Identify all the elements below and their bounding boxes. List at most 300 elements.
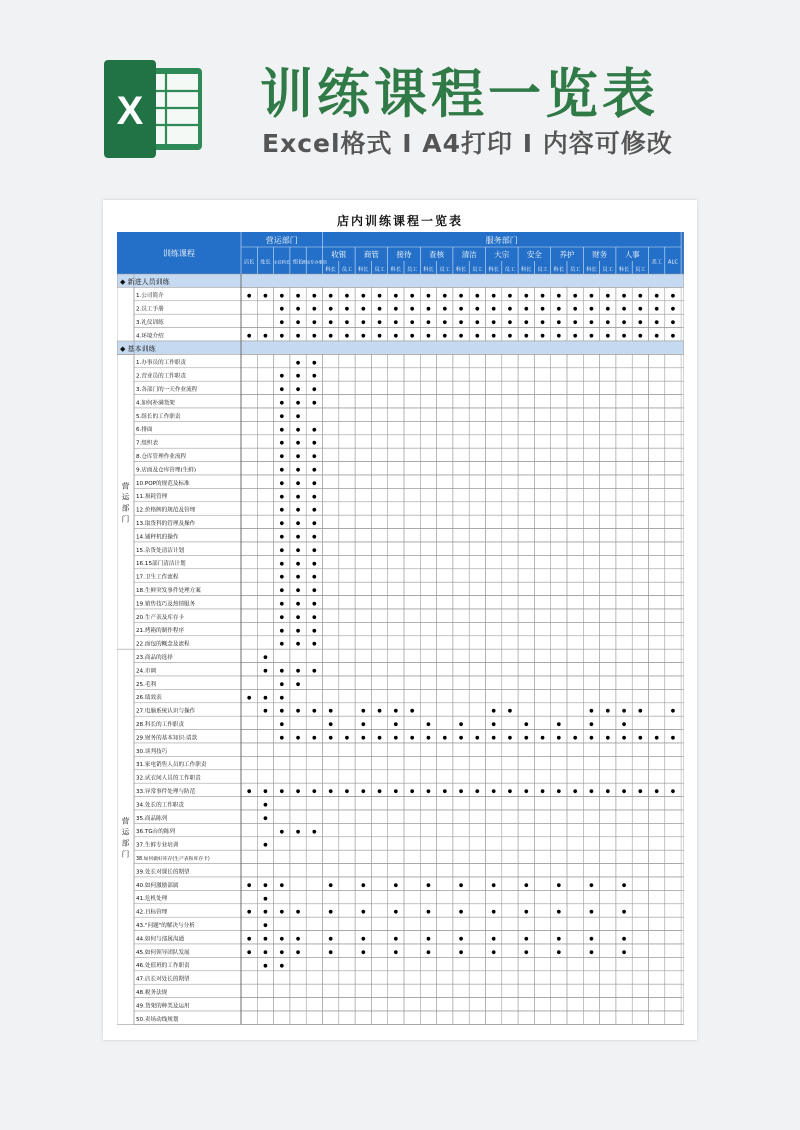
header-column-label: 科长	[423, 267, 434, 273]
course-name: 22.面包的概念及流程	[136, 641, 190, 648]
course-mark: ●	[328, 319, 333, 326]
course-mark: ●	[426, 333, 431, 339]
course-mark: ●	[491, 936, 496, 942]
table-row	[134, 488, 684, 501]
course-mark: ●	[572, 788, 578, 795]
course-mark: ●	[556, 721, 562, 728]
course-mark: ●	[361, 788, 366, 795]
course-mark: ●	[295, 413, 301, 420]
course-mark: ●	[361, 882, 366, 889]
table-row	[134, 354, 684, 367]
course-mark: ●	[524, 735, 529, 741]
course-name: 37.生鲜专业培训	[136, 842, 179, 849]
header-column-label: 员工	[569, 267, 581, 273]
course-mark: ●	[295, 788, 301, 795]
course-mark: ●	[426, 735, 431, 741]
course-mark: ●	[589, 936, 594, 942]
course-name: 20.生产表及库存卡	[136, 614, 185, 621]
course-mark: ●	[556, 936, 562, 942]
course-mark: ●	[312, 292, 317, 299]
course-mark: ●	[491, 708, 496, 715]
course-mark: ●	[589, 292, 594, 299]
course-mark: ●	[605, 292, 610, 299]
course-mark: ●	[458, 909, 464, 916]
table-row	[134, 529, 684, 542]
course-name: 29.财务的基本知识:请款	[136, 735, 198, 742]
table-row	[134, 301, 684, 314]
course-mark: ●	[328, 788, 333, 795]
course-name: 17.卫生工作流程	[136, 574, 179, 581]
course-mark: ●	[491, 306, 496, 313]
course-name: 27.电脑系统认识与操作	[136, 708, 196, 715]
course-mark: ●	[295, 453, 301, 460]
course-mark: ●	[621, 909, 627, 916]
header-subgroup: 商管	[363, 250, 379, 259]
course-mark: ●	[540, 735, 545, 741]
course-mark: ●	[589, 788, 594, 795]
course-mark: ●	[393, 708, 399, 715]
course-mark: ●	[263, 708, 268, 715]
course-mark: ●	[263, 654, 268, 661]
course-mark: ●	[572, 292, 578, 299]
course-mark: ●	[621, 292, 627, 299]
table-row	[134, 515, 684, 528]
header-subgroup: 查核	[429, 250, 445, 259]
header-column-label: 营运专办事员	[301, 259, 327, 265]
course-name: 49.货架的种类及运用	[136, 1003, 190, 1010]
course-mark: ●	[279, 627, 284, 634]
header-subgroup: 收银	[331, 250, 347, 259]
course-mark: ●	[540, 333, 545, 339]
course-mark: ●	[475, 292, 480, 299]
course-mark: ●	[393, 949, 399, 956]
course-mark: ●	[312, 520, 317, 527]
course-mark: ●	[246, 694, 252, 701]
course-mark: ●	[263, 895, 268, 902]
course-mark: ●	[279, 480, 284, 487]
course-mark: ●	[312, 453, 317, 460]
course-mark: ●	[638, 306, 643, 313]
course-mark: ●	[279, 319, 284, 326]
course-mark: ●	[556, 949, 562, 956]
table-row	[134, 408, 684, 421]
course-mark: ●	[279, 400, 284, 406]
course-mark: ●	[654, 306, 659, 313]
side-label-char: 运	[121, 492, 130, 502]
table-row	[134, 636, 684, 649]
course-mark: ●	[263, 949, 268, 956]
course-mark: ●	[426, 788, 431, 795]
course-mark: ●	[279, 641, 284, 648]
course-mark: ●	[279, 949, 284, 956]
course-mark: ●	[589, 735, 594, 741]
course-mark: ●	[361, 292, 366, 299]
course-name: 13.取货科的管理及操作	[136, 521, 196, 527]
course-name: 50.卖场动线规划	[136, 1016, 179, 1023]
course-mark: ●	[621, 936, 627, 942]
table-row	[134, 622, 684, 635]
course-mark: ●	[670, 788, 676, 795]
header-subgroup: 接待	[396, 250, 412, 259]
course-mark: ●	[589, 721, 594, 728]
course-mark: ●	[279, 962, 284, 969]
course-name: 2.员工手册	[136, 306, 164, 313]
course-mark: ●	[572, 306, 578, 313]
course-mark: ●	[263, 909, 268, 916]
table-row	[134, 328, 684, 341]
course-mark: ●	[572, 319, 578, 326]
course-mark: ●	[263, 788, 268, 795]
course-mark: ●	[328, 909, 333, 916]
course-mark: ●	[312, 614, 317, 621]
course-mark: ●	[426, 319, 431, 326]
side-label-char: 营	[121, 816, 130, 826]
course-mark: ●	[295, 601, 301, 607]
side-label-char: 运	[121, 827, 130, 837]
header-column-label: 主任科长	[273, 259, 291, 265]
course-mark: ●	[605, 333, 610, 339]
course-mark: ●	[295, 668, 301, 674]
course-mark: ●	[328, 949, 333, 956]
course-mark: ●	[458, 333, 464, 339]
table-row	[134, 703, 684, 716]
course-mark: ●	[621, 721, 627, 728]
course-mark: ●	[605, 735, 610, 741]
header-subgroup: 人事	[624, 250, 640, 259]
course-mark: ●	[589, 306, 594, 313]
course-mark: ●	[621, 735, 627, 741]
course-mark: ●	[491, 949, 496, 956]
table-row	[134, 944, 684, 957]
course-mark: ●	[458, 292, 464, 299]
course-mark: ●	[409, 292, 415, 299]
course-mark: ●	[246, 292, 252, 299]
course-mark: ●	[328, 735, 333, 741]
header-subgroup: 安全	[526, 250, 542, 259]
course-mark: ●	[393, 882, 399, 889]
course-mark: ●	[295, 641, 301, 648]
course-mark: ●	[295, 359, 301, 366]
course-mark: ●	[572, 333, 578, 339]
svg-text:X: X	[116, 89, 144, 133]
course-mark: ●	[654, 735, 659, 741]
course-mark: ●	[361, 949, 366, 956]
course-mark: ●	[312, 400, 317, 406]
course-mark: ●	[491, 735, 496, 741]
table-row	[134, 957, 684, 970]
table-row	[134, 381, 684, 394]
course-mark: ●	[328, 936, 333, 942]
table-row	[134, 663, 684, 676]
course-mark: ●	[295, 735, 301, 741]
course-mark: ●	[279, 735, 284, 741]
course-mark: ●	[507, 292, 513, 299]
course-mark: ●	[279, 694, 284, 701]
course-mark: ●	[263, 292, 268, 299]
course-mark: ●	[312, 493, 317, 500]
course-mark: ●	[458, 319, 464, 326]
course-mark: ●	[670, 708, 676, 715]
course-mark: ●	[328, 708, 333, 715]
course-mark: ●	[312, 560, 317, 567]
course-mark: ●	[295, 467, 301, 473]
course-mark: ●	[638, 292, 643, 299]
course-mark: ●	[442, 735, 447, 741]
course-mark: ●	[328, 882, 333, 889]
table-row	[134, 395, 684, 408]
table-row	[134, 582, 684, 595]
table-row	[134, 770, 684, 783]
table-row	[134, 421, 684, 434]
course-mark: ●	[458, 788, 464, 795]
course-mark: ●	[279, 520, 284, 527]
course-mark: ●	[328, 306, 333, 313]
course-name: 41.危机处理	[136, 896, 168, 903]
course-name: 43."问题"的解决与分析	[136, 923, 195, 929]
course-mark: ●	[556, 306, 562, 313]
table-row	[134, 850, 684, 863]
course-mark: ●	[295, 333, 301, 339]
table-row	[134, 783, 684, 796]
course-name: 44.如何与部属沟通	[136, 936, 185, 943]
course-name: 33.异常事件处理与防范	[136, 789, 196, 795]
table-row	[134, 904, 684, 917]
course-mark: ●	[295, 534, 301, 540]
course-name: 3.各部门的一天作业流程	[136, 387, 198, 393]
table-row	[134, 676, 684, 689]
header-column-label: 员工	[635, 267, 646, 273]
course-name: 4.如何补满货架	[136, 400, 175, 407]
course-mark: ●	[263, 842, 268, 849]
course-mark: ●	[328, 292, 333, 299]
course-name: 40.如何激励部属	[136, 882, 179, 889]
course-mark: ●	[638, 333, 643, 339]
side-label-char: 营	[121, 481, 130, 491]
course-mark: ●	[426, 882, 431, 889]
course-mark: ●	[361, 936, 366, 942]
course-name: 35.商品陈列	[136, 815, 168, 822]
table-row	[134, 435, 684, 448]
course-mark: ●	[556, 319, 562, 326]
table-row	[134, 998, 684, 1011]
course-mark: ●	[442, 333, 447, 339]
course-mark: ●	[295, 386, 301, 393]
course-mark: ●	[361, 721, 366, 728]
course-mark: ●	[621, 882, 627, 889]
course-mark: ●	[312, 828, 317, 835]
course-mark: ●	[312, 333, 317, 339]
course-name: 42.目标管理	[136, 909, 168, 916]
course-mark: ●	[295, 306, 301, 313]
course-mark: ●	[295, 587, 301, 594]
header-subgroup: 清洁	[461, 250, 477, 259]
course-mark: ●	[312, 601, 317, 607]
course-mark: ●	[393, 333, 399, 339]
course-mark: ●	[540, 319, 545, 326]
course-mark: ●	[589, 909, 594, 916]
course-mark: ●	[295, 574, 301, 581]
course-mark: ●	[393, 735, 399, 741]
course-mark: ●	[393, 721, 399, 728]
course-mark: ●	[670, 319, 676, 326]
course-name: 12.价格牌的规范及管理	[136, 507, 196, 514]
table-row	[134, 890, 684, 903]
table-row	[134, 971, 684, 984]
course-mark: ●	[442, 788, 447, 795]
course-mark: ●	[507, 306, 513, 313]
course-mark: ●	[377, 735, 382, 741]
header-column-label: 员工	[537, 267, 548, 273]
course-name: 46.处值班的工作职责	[136, 963, 190, 970]
course-mark: ●	[475, 735, 480, 741]
course-mark: ●	[279, 909, 284, 916]
header-column-label: 科长	[358, 267, 369, 273]
course-mark: ●	[491, 909, 496, 916]
course-mark: ●	[426, 936, 431, 942]
side-label-char: 门	[121, 849, 130, 859]
course-mark: ●	[458, 306, 464, 313]
course-mark: ●	[312, 627, 317, 634]
course-mark: ●	[524, 936, 529, 942]
course-mark: ●	[458, 949, 464, 956]
course-mark: ●	[279, 828, 284, 835]
header-column-label: 科长	[325, 267, 336, 273]
table-row	[134, 716, 684, 729]
course-name: 48.税务法规	[136, 990, 168, 996]
course-mark: ●	[491, 319, 496, 326]
course-mark: ●	[279, 788, 284, 795]
course-mark: ●	[377, 292, 382, 299]
course-mark: ●	[458, 721, 464, 728]
course-name: 14.铺秤机的操作	[136, 534, 179, 541]
course-mark: ●	[589, 882, 594, 889]
course-mark: ●	[295, 493, 301, 500]
course-mark: ●	[279, 601, 284, 607]
side-label-char: 门	[121, 514, 130, 524]
course-mark: ●	[295, 708, 301, 715]
course-mark: ●	[295, 547, 301, 554]
course-mark: ●	[524, 292, 529, 299]
course-mark: ●	[246, 333, 252, 339]
course-mark: ●	[344, 333, 350, 339]
course-mark: ●	[246, 882, 252, 889]
course-mark: ●	[279, 708, 284, 715]
table-row	[134, 743, 684, 756]
header-column-label: 科长	[553, 267, 565, 273]
course-mark: ●	[491, 292, 496, 299]
course-mark: ●	[491, 721, 496, 728]
course-mark: ●	[312, 480, 317, 487]
header-column-label: 员工	[374, 267, 385, 273]
course-mark: ●	[475, 319, 480, 326]
course-mark: ●	[295, 909, 301, 916]
course-mark: ●	[524, 882, 529, 889]
course-mark: ●	[295, 681, 301, 688]
course-mark: ●	[638, 788, 643, 795]
course-mark: ●	[328, 721, 333, 728]
course-mark: ●	[654, 333, 659, 339]
course-name: 47.店长对处长的期望	[136, 976, 190, 983]
course-mark: ●	[312, 359, 317, 366]
course-mark: ●	[589, 708, 594, 715]
course-mark: ●	[524, 909, 529, 916]
course-mark: ●	[312, 386, 317, 393]
course-name: 38.如何做好库存(生产表和库存卡)	[136, 857, 210, 862]
course-name: 24.市调	[136, 668, 157, 675]
course-name: 11.损耗管理	[136, 494, 168, 501]
course-mark: ●	[246, 909, 252, 916]
course-mark: ●	[556, 882, 562, 889]
course-name: 26.绩效表	[136, 695, 162, 702]
course-mark: ●	[279, 493, 284, 500]
course-mark: ●	[344, 306, 350, 313]
table-row	[134, 287, 684, 300]
table-row	[134, 810, 684, 823]
course-mark: ●	[458, 735, 464, 741]
course-mark: ●	[556, 333, 562, 339]
course-mark: ●	[589, 319, 594, 326]
course-mark: ●	[475, 333, 480, 339]
header-column-label: 员工	[472, 267, 483, 273]
page-subtitle: Excel格式 I A4打印 I 内容可修改	[262, 129, 673, 158]
course-mark: ●	[458, 936, 464, 942]
course-name: 9.店面及仓库管理(生鲜)	[136, 467, 197, 474]
course-mark: ●	[279, 560, 284, 567]
course-mark: ●	[572, 735, 578, 741]
course-mark: ●	[409, 333, 415, 339]
course-mark: ●	[295, 400, 301, 406]
course-mark: ●	[312, 319, 317, 326]
course-mark: ●	[524, 319, 529, 326]
course-mark: ●	[312, 708, 317, 715]
course-mark: ●	[279, 467, 284, 473]
course-name: 45.如何领导团队发展	[136, 949, 190, 956]
course-mark: ●	[263, 815, 268, 822]
course-mark: ●	[279, 614, 284, 621]
course-name: 16.15部门清洁计划	[136, 561, 186, 568]
course-mark: ●	[524, 721, 529, 728]
header-course-label: 训练课程	[163, 249, 195, 258]
table-row	[134, 689, 684, 702]
course-mark: ●	[279, 426, 284, 433]
course-mark: ●	[638, 708, 643, 715]
course-name: 23.商品的选择	[136, 655, 173, 661]
course-mark: ●	[312, 587, 317, 594]
course-name: 31.家电销售人员的工作职责	[136, 762, 207, 769]
course-mark: ●	[377, 708, 382, 715]
course-mark: ●	[393, 909, 399, 916]
course-mark: ●	[263, 962, 268, 969]
course-mark: ●	[605, 306, 610, 313]
course-mark: ●	[507, 333, 513, 339]
course-mark: ●	[361, 708, 366, 715]
course-mark: ●	[621, 306, 627, 313]
course-mark: ●	[605, 319, 610, 326]
course-mark: ●	[312, 534, 317, 540]
course-mark: ●	[377, 788, 382, 795]
course-mark: ●	[279, 440, 284, 447]
course-name: 1.办事员的工作职责	[136, 360, 187, 367]
course-mark: ●	[507, 319, 513, 326]
course-mark: ●	[295, 480, 301, 487]
course-mark: ●	[654, 319, 659, 326]
course-mark: ●	[524, 949, 529, 956]
course-mark: ●	[409, 788, 415, 795]
course-mark: ●	[361, 306, 366, 313]
course-name: 19.销售技巧及热情服务	[136, 601, 196, 608]
course-mark: ●	[312, 426, 317, 433]
table-row	[134, 877, 684, 890]
